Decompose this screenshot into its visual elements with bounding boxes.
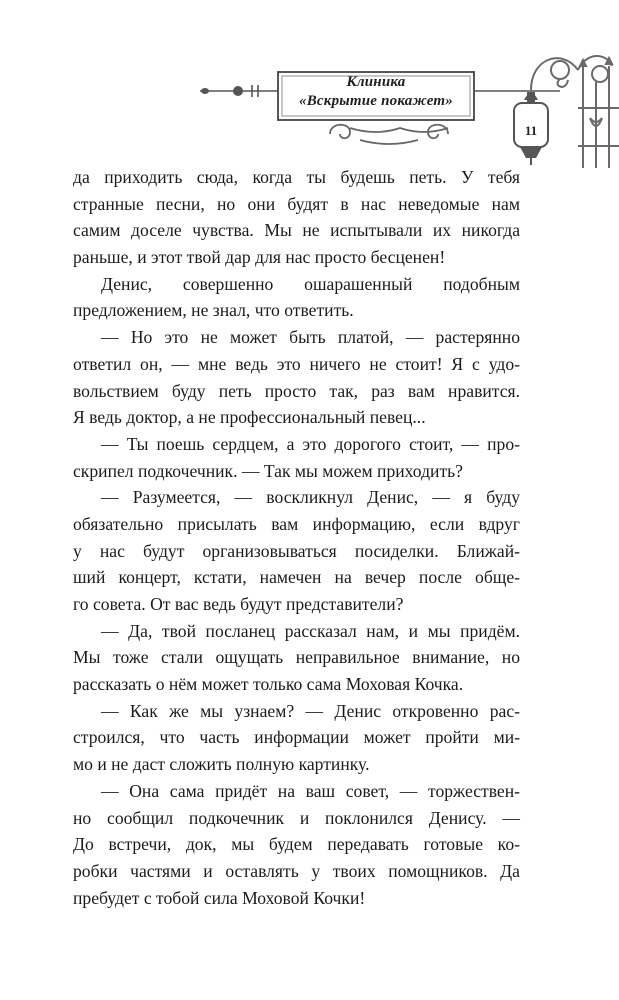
text-line: строился, что часть информации может пройти ми-: [73, 727, 520, 748]
text-line: Денис, совершенно ошарашенный подобным: [101, 273, 520, 294]
text-line: Мы тоже стали ощущать неправильное внимание, но: [73, 647, 520, 668]
text-line: До встречи, док, мы будем передавать готовые ко-: [73, 834, 520, 855]
page-number: 11: [524, 123, 538, 138]
text-line: мо и не даст сложить полную картинку.: [73, 754, 370, 775]
text-line: самим доселе чувства. Мы не испытывали их никогда: [73, 220, 520, 241]
text-line: рассказать о нём может только сама Моховая Кочка.: [73, 674, 464, 695]
text-line: — Да, твой посланец рассказал нам, и мы придём.: [101, 620, 520, 641]
text-line: — Ты поешь сердцем, а это дорогого стоит, — про-: [101, 433, 520, 454]
text-line: пребудет с тобой сила Моховой Кочки!: [73, 887, 366, 908]
text-line: да приходить сюда, когда ты будешь петь. У тебя: [73, 167, 520, 187]
text-line: у нас будут организовываться посиделки. Ближай-: [73, 540, 520, 561]
text-line: обязательно присылать вам информацию, если вдруг: [73, 513, 520, 534]
text-line: Я ведь доктор, а не профессиональный певец...: [73, 407, 426, 428]
text-line: но сообщил подкочечник и поклонился Денису. —: [73, 807, 520, 828]
text-line: вольствием буду петь просто так, раз вам нравится.: [73, 380, 520, 401]
text-line: ответил он, — мне ведь это ничего не стоит! Я с удо-: [73, 353, 520, 374]
text-line: предложением, не знал, что ответить.: [73, 300, 354, 321]
scroll-ornament-icon: [330, 125, 448, 144]
text-line: — Разумеется, — воскликнул Денис, — я буду: [101, 487, 520, 508]
text-line: — Как же мы узнаем? — Денис откровенно рас-: [101, 700, 520, 721]
text-line: робки частями и оставлять у твоих помощников. Да: [73, 860, 520, 881]
page-header: [0, 0, 619, 170]
rod-ball-icon: [233, 86, 243, 96]
text-line: странные песни, но они будят в нас неведомые нам: [73, 193, 520, 214]
text-line: скрипел подкочечник. — Так мы можем приходить?: [73, 460, 463, 481]
text-line: — Но это не может быть платой, — растерянно: [101, 327, 520, 348]
text-line: — Она сама придёт на ваш совет, — торжествен-: [101, 780, 520, 801]
running-title-line2: «Вскрытие покажет»: [299, 93, 453, 109]
body-text: [73, 164, 520, 911]
text-line: ший концерт, кстати, намечен на вечер после обще-: [73, 567, 520, 588]
text-line: раньше, и этот твой дар для нас просто бесценен!: [73, 247, 446, 268]
text-line: го совета. От вас ведь будут представители?: [73, 594, 404, 614]
running-title-line1: Клиника: [346, 74, 406, 90]
rod-knob-icon: [201, 88, 209, 94]
